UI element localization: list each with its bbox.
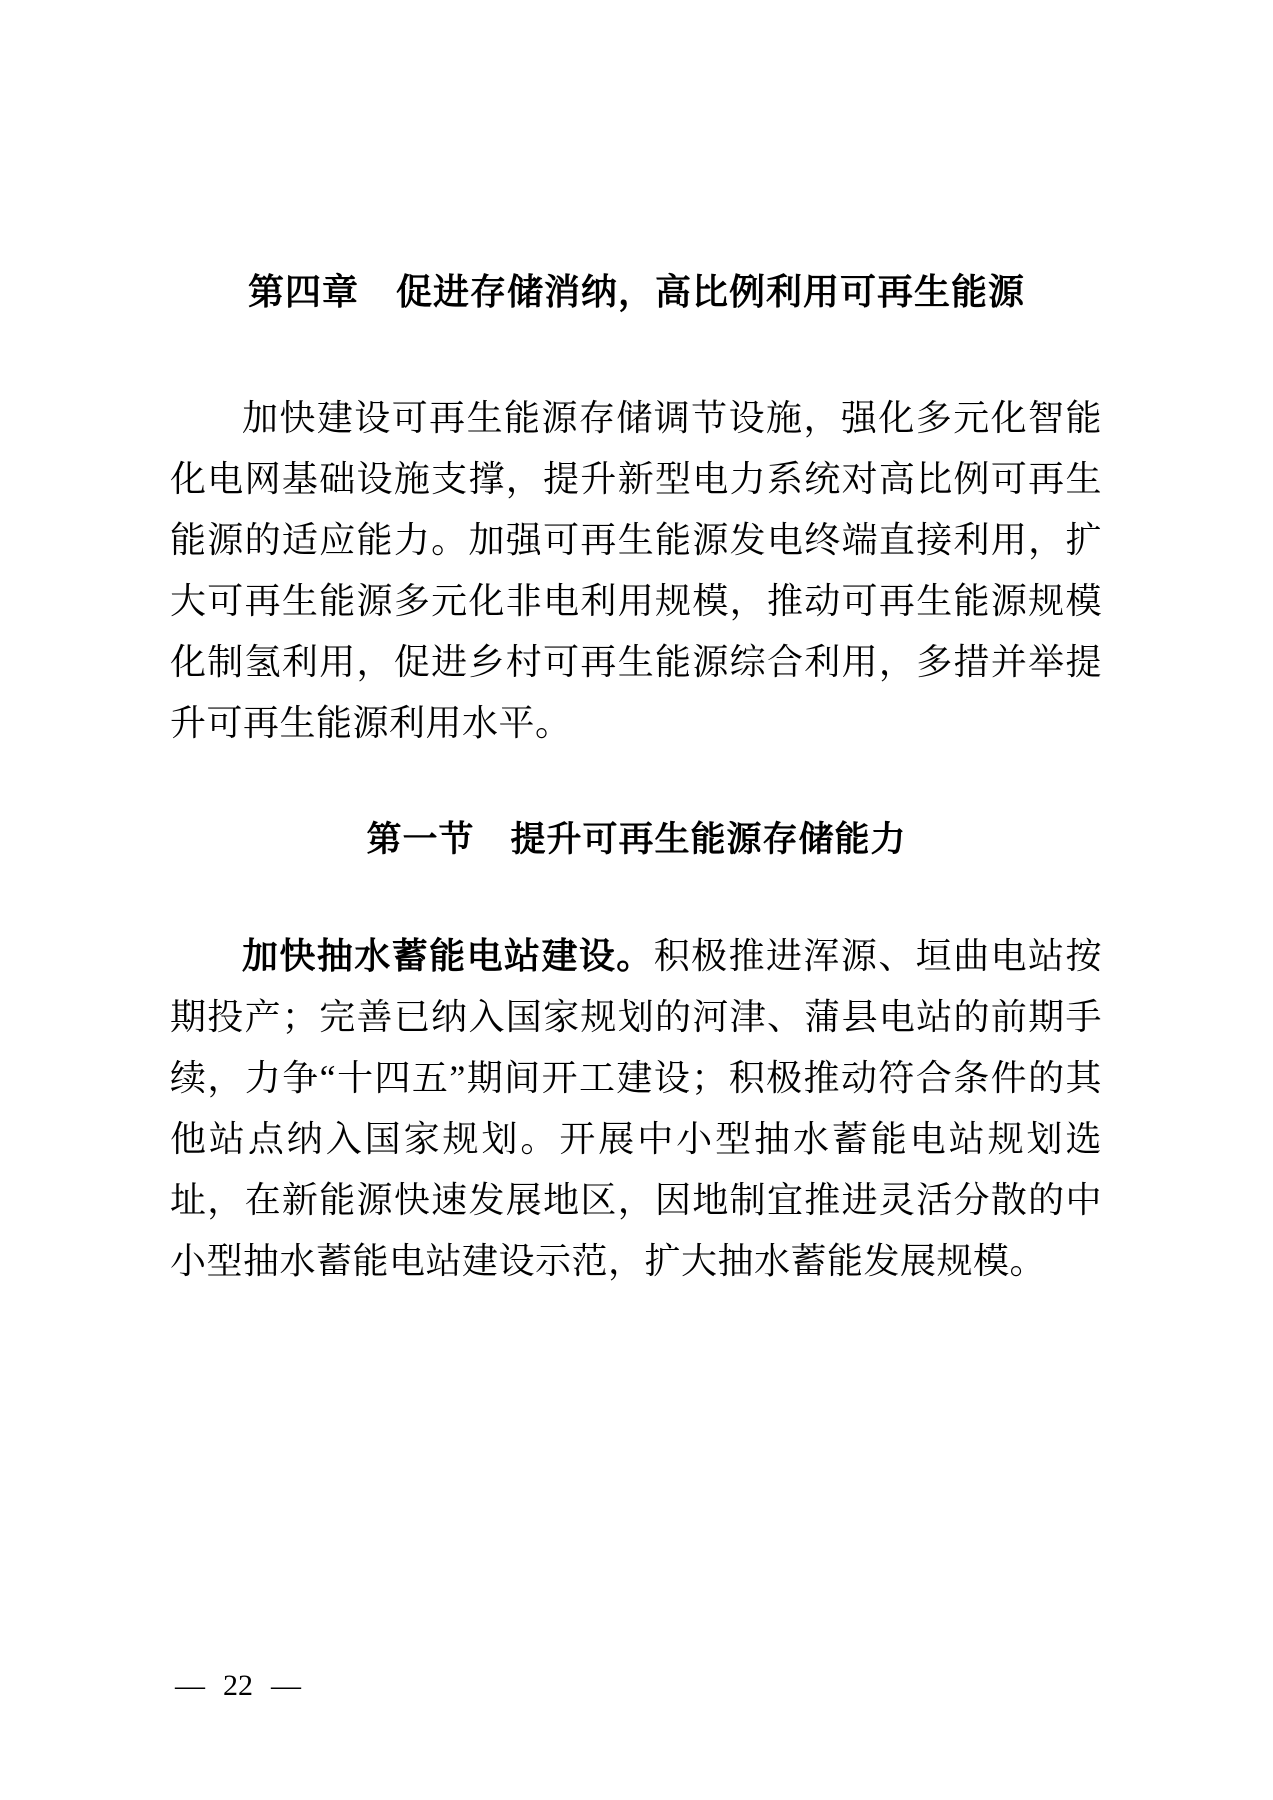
- footer-right-dash: —: [271, 1669, 301, 1702]
- paragraph-overview: 加快建设可再生能源存储调节设施，强化多元化智能化电网基础设施支撑，提升新型电力系统对高比例可再生能源的适应能力。加强可再生能源发电终端直接利用，扩大可再生能源多元化非电利用规模，推动可再生能源规模化制氢利用，促进乡村可再生能源综合利用，多措并举提升可再生能源利用水平。: [170, 398, 1102, 743]
- page-number: 22: [223, 1669, 253, 1702]
- paragraph-lead-bold: 加快抽水蓄能电站建设。: [242, 935, 654, 976]
- section-title: 第一节 提升可再生能源存储能力: [366, 820, 907, 859]
- chapter-title: 第四章 促进存储消纳，高比例利用可再生能源: [247, 271, 1025, 312]
- paragraph-pumped-storage: [170, 925, 1102, 1292]
- footer-left-dash: —: [175, 1669, 205, 1702]
- page-footer: [175, 1668, 301, 1704]
- paragraph-body-text: 积极推进浑源、垣曲电站按期投产；完善已纳入国家规划的河津、蒲县电站的前期手续，力争“十四五”期间开工建设；积极推动符合条件的其他站点纳入国家规划。开展中小型抽水蓄能电站规划选址，在新能源快速发展地区，因地制宜推进灵活分散的中小型抽水蓄能电站建设示范，扩大抽水蓄能发展规模。: [170, 936, 1102, 1281]
